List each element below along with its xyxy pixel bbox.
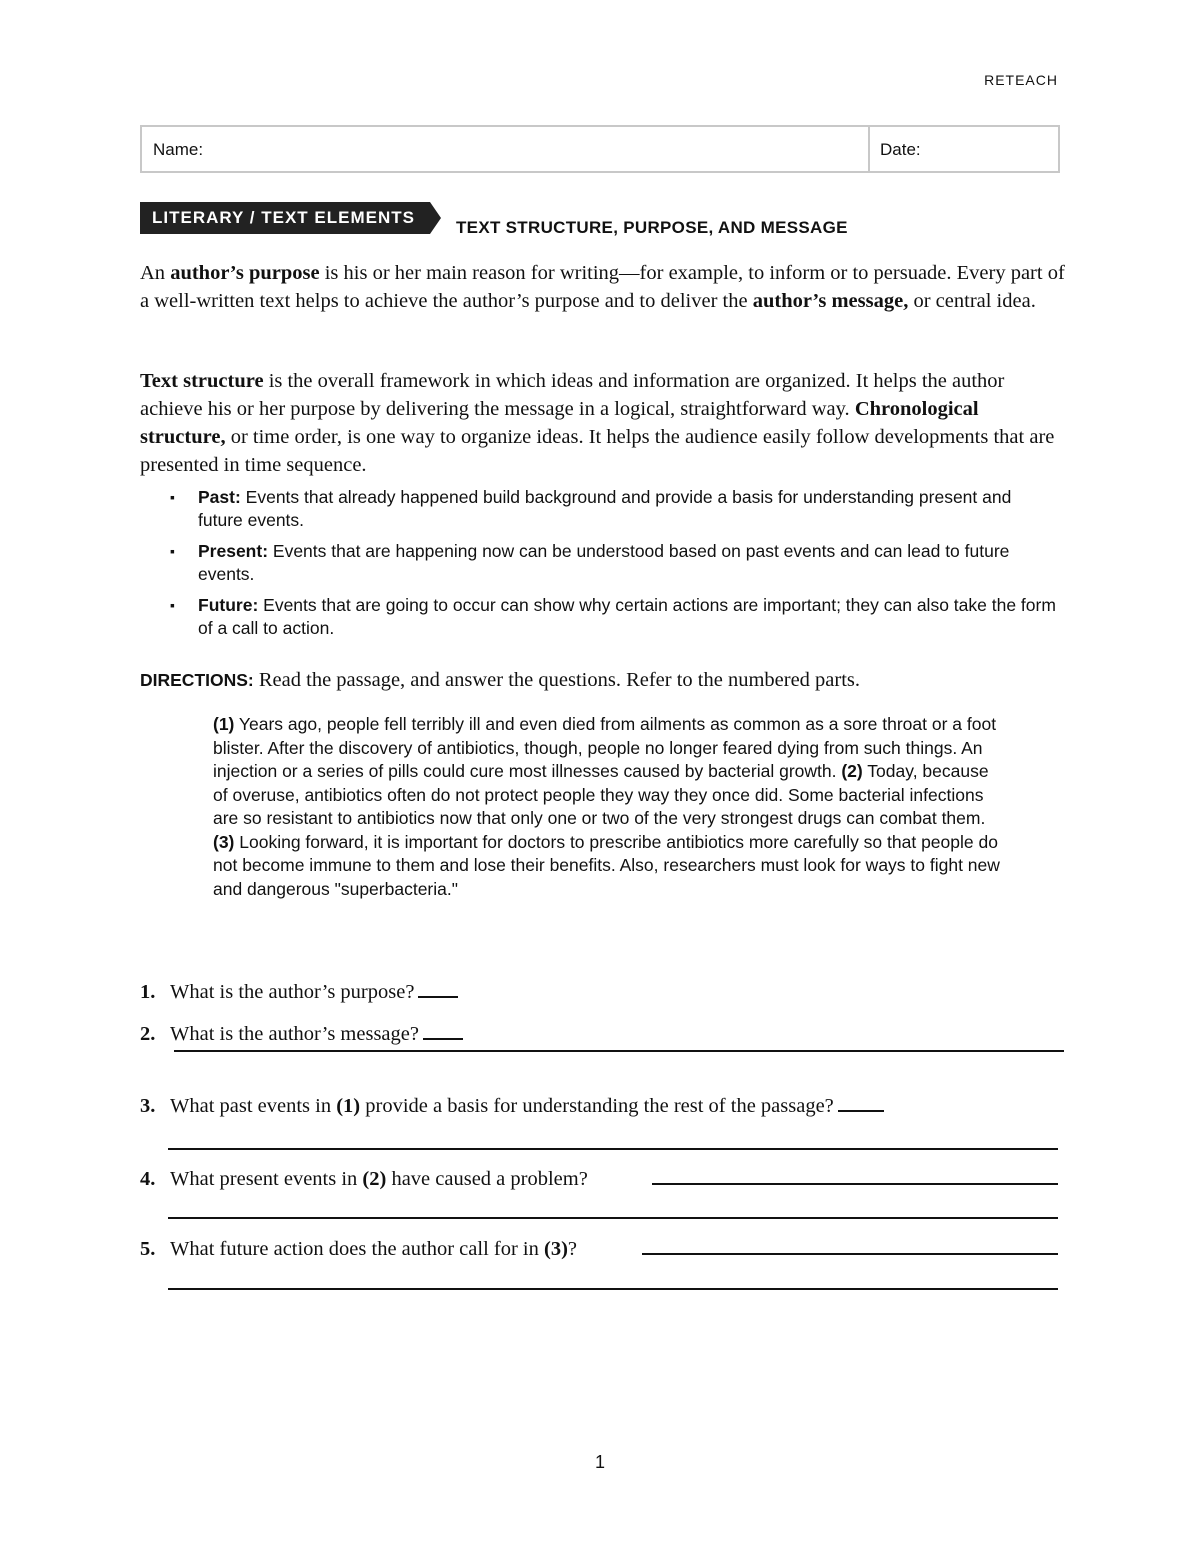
date-field[interactable] <box>870 127 1058 171</box>
answer-blank[interactable] <box>418 976 458 998</box>
bullet-icon: ▪ <box>170 489 175 505</box>
question-4: 4. What present events in (2) have caused a problem? <box>140 1168 588 1190</box>
answer-line[interactable] <box>168 1288 1058 1290</box>
section-title: TEXT STRUCTURE, PURPOSE, AND MESSAGE <box>456 218 848 237</box>
bullet-icon: ▪ <box>170 543 175 559</box>
bullet-icon: ▪ <box>170 597 175 613</box>
question-1: 1. What is the author’s purpose? <box>140 976 1065 1006</box>
literary-elements-banner: LITERARY / TEXT ELEMENTS <box>140 202 430 234</box>
directions-label: DIRECTIONS: <box>140 670 254 690</box>
date-label: Date: <box>880 140 921 159</box>
name-label: Name: <box>153 140 204 159</box>
term-chronological-structure: Chronological structure, <box>140 398 979 448</box>
question-2: 2. What is the author’s message? <box>140 1018 1065 1048</box>
banner-arrow-icon <box>430 202 441 234</box>
time-order-list <box>170 486 1060 648</box>
directions: DIRECTIONS: Read the passage, and answer the questions. Refer to the numbered parts. <box>140 669 861 691</box>
question-3: 3. What past events in (1) provide a basis for understanding the rest of the passage? <box>140 1090 1065 1120</box>
term-authors-purpose: author’s purpose <box>170 262 320 284</box>
answer-line[interactable] <box>642 1253 1058 1255</box>
answer-blank[interactable] <box>838 1090 884 1112</box>
list-item-future: ▪ Future: Events that are going to occur can show why certain actions are important; they can also take the form of a call to action. <box>170 595 1056 638</box>
reading-passage: (1) Years ago, people fell terribly ill and even died from ailments as common as a sore throat or a foot blister. After the discovery of antibiotics, though, people no longer feared dying from such things. An injection or a series of pills could cure most illnesses caused by bacterial growth. (2) Today, because of overuse, antibiotics often do not protect people they way they once did. Some bacterial infections are so resistant to antibiotics now that only one or two of the very strongest drugs can combat them. (3) Looking forward, it is important for doctors to prescribe antibiotics more carefully so that people do not become immune to them and lose their benefits. Also, researchers must look for ways to fight new and dangerous "superbacteria." <box>213 714 1000 899</box>
page-number: 1 <box>594 1452 605 1472</box>
answer-line[interactable] <box>168 1148 1058 1150</box>
intro-paragraph-structure: Text structure is the overall framework in which ideas and information are organized. It helps the author achieve his or her purpose by delivering the message in a logical, straightforward way. Chronological structure, or time order, is one way to organize ideas. It helps the audience easily follow developments that are presented in time sequence. <box>140 370 1055 476</box>
reteach-label: RETEACH <box>984 72 1058 88</box>
name-field[interactable] <box>142 127 870 171</box>
answer-line[interactable] <box>652 1183 1058 1185</box>
name-date-box <box>140 125 1060 173</box>
answer-line[interactable] <box>168 1217 1058 1219</box>
answer-line[interactable] <box>174 1050 1064 1052</box>
term-authors-message: author’s message, <box>752 290 909 312</box>
intro-paragraph-purpose: An author’s purpose is his or her main reason for writing—for example, to inform or to persuade. Every part of a well-written text helps to achieve the author’s purpose and to deliver the author’s message, or central idea. <box>140 262 1065 312</box>
term-text-structure: Text structure <box>140 370 264 392</box>
list-item-present: ▪ Present: Events that are happening now can be understood based on past events and can lead to future events. <box>170 541 1010 584</box>
question-5: 5. What future action does the author call for in (3)? <box>140 1238 578 1260</box>
list-item-past: ▪ Past: Events that already happened build background and provide a basis for understanding present and future events. <box>170 487 1012 530</box>
answer-blank[interactable] <box>423 1018 463 1040</box>
